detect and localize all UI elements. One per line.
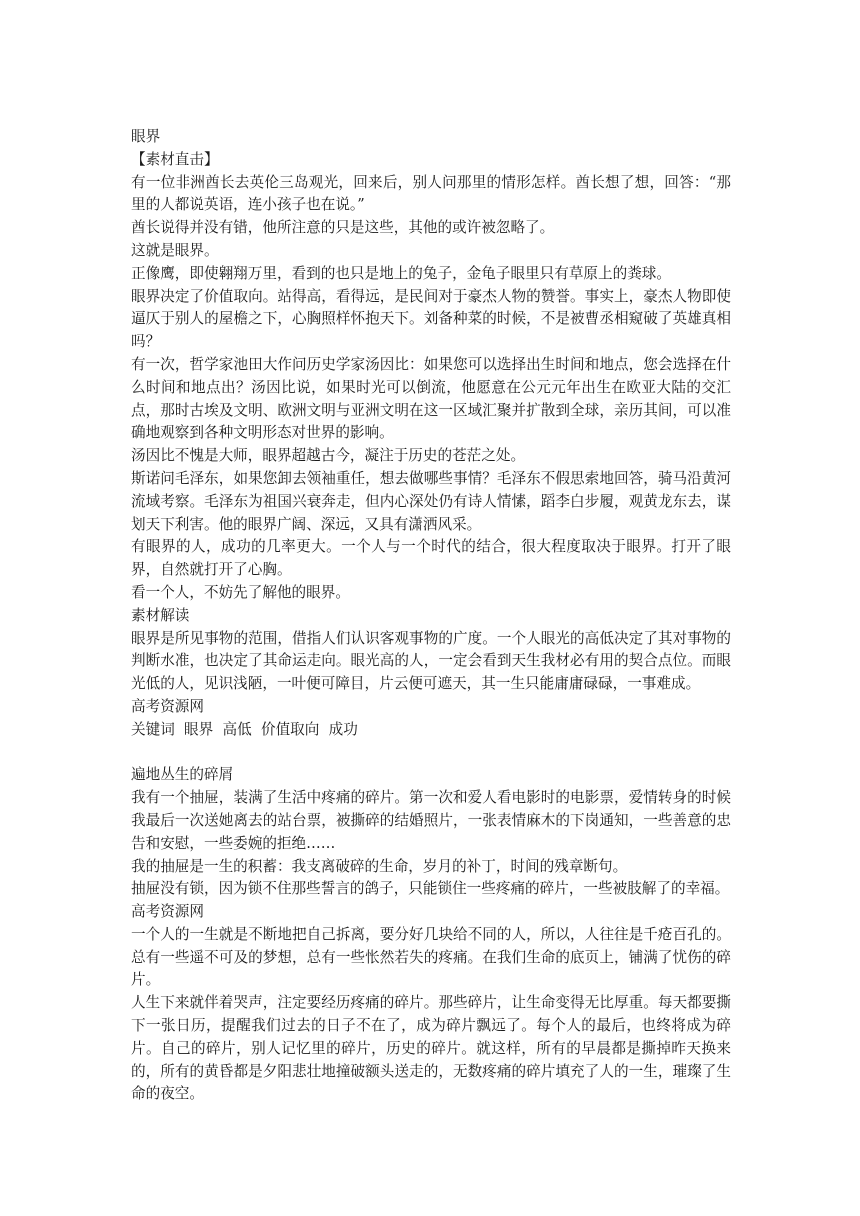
paragraph: 有一次，哲学家池田大作问历史学家汤因比：如果您可以选择出生时间和地点，您会选择在什么时间和地点出？汤因比说，如果时光可以倒流，他愿意在公元元年出生在欧亚大陆的交汇点，那时古埃及文明、欧洲文明与亚洲文明在这一区域汇聚并扩散到全球，亲历其间，可以准确地观察到各种文明形态对世界的影响。 — [131, 355, 731, 442]
reading-heading: 素材解读 — [131, 606, 190, 624]
source-note: 高考资源网 — [131, 697, 204, 715]
paragraph: 正像鹰，即使翱翔万里，看到的也只是地上的兔子，金龟子眼里只有草原上的粪球。 — [131, 264, 671, 282]
paragraph: 斯诺问毛泽东，如果您卸去领袖重任，想去做哪些事情？毛泽东不假思索地回答，骑马沿黄河流域考察。毛泽东为祖国兴衰奔走，但内心深处仍有诗人情愫，蹈李白步履，观黄龙东去，谋划天下利害。他的眼界广阔、深远，又具有潇洒风采。 — [131, 469, 731, 533]
paragraph: 有一位非洲酋长去英伦三岛观光，回来后，别人问那里的情形怎样。酋长想了想，回答：“那里的人都说英语，连小孩子也在说。” — [131, 173, 731, 214]
keywords-line: 关键词 眼界 高低 价值取向 成功 — [131, 720, 358, 738]
source-note: 高考资源网 — [131, 903, 204, 921]
paragraph: 人生下来就伴着哭声，注定要经历疼痛的碎片。那些碎片，让生命变得无比厚重。每天都要撕下一张日历，提醒我们过去的日子不在了，成为碎片飘远了。每个人的最后，也终将成为碎片。自己的碎片，别人记忆里的碎片，历史的碎片。就这样，所有的早晨都是撕掉昨天换来的，所有的黄昏都是夕阳悲壮地撞破额头送走的，无数疼痛的碎片填充了人的一生，璀璨了生命的夜空。 — [131, 994, 731, 1103]
paragraph: 我有一个抽屉，装满了生活中疼痛的碎片。第一次和爱人看电影时的电影票，爱情转身的时候我最后一次送她离去的站台票，被撕碎的结婚照片，一张表情麻木的下岗通知，一些善意的忠告和安慰，一些委婉的拒绝…… — [131, 789, 731, 852]
paragraph: 汤因比不愧是大师，眼界超越古今，凝注于历史的苍茫之处。 — [131, 447, 526, 465]
reading-paragraph: 眼界是所见事物的范围，借指人们认识客观事物的广度。一个人眼光的高低决定了其对事物的判断水准，也决定了其命运走向。眼光高的人，一定会看到天生我材必有用的契合点位。而眼光低的人，见识浅陋，一叶便可障目，片云便可遮天，其一生只能庸庸碌碌，一事难成。 — [131, 629, 731, 693]
document-page — [131, 126, 731, 1106]
section-title: 眼界 — [131, 128, 161, 145]
paragraph: 一个人的一生就是不断地把自己拆离，要分好几块给不同的人，所以，人往往是千疮百孔的。总有一些遥不可及的梦想，总有一些怅然若失的疼痛。在我们生命的底页上，铺满了忧伤的碎片。 — [131, 925, 731, 989]
paragraph: 有眼界的人，成功的几率更大。一个人与一个时代的结合，很大程度取决于眼界。打开了眼界，自然就打开了心胸。 — [131, 538, 731, 579]
paragraph: 抽屉没有锁，因为锁不住那些誓言的鸽子，只能锁住一些疼痛的碎片，一些被肢解了的幸福。 — [131, 880, 730, 898]
section-subheading: 【素材直击】 — [131, 150, 219, 168]
paragraph: 看一个人，不妨先了解他的眼界。 — [131, 583, 350, 601]
paragraph: 眼界决定了价值取向。站得高，看得远，是民间对于豪杰人物的赞誉。事实上，豪杰人物即使逼仄于别人的屋檐之下，心胸照样怀抱天下。刘备种菜的时候，不是被曹丞相窥破了英雄真相吗？ — [131, 287, 731, 351]
section-title: 遍地丛生的碎屑 — [131, 766, 234, 784]
blank-line — [131, 742, 731, 765]
paragraph: 酋长说得并没有错，他所注意的只是这些，其他的或许被忽略了。 — [131, 219, 555, 237]
paragraph: 我的抽屉是一生的积蓄：我支离破碎的生命，岁月的补丁，时间的残章断句。 — [131, 857, 628, 875]
paragraph: 这就是眼界。 — [131, 241, 219, 259]
